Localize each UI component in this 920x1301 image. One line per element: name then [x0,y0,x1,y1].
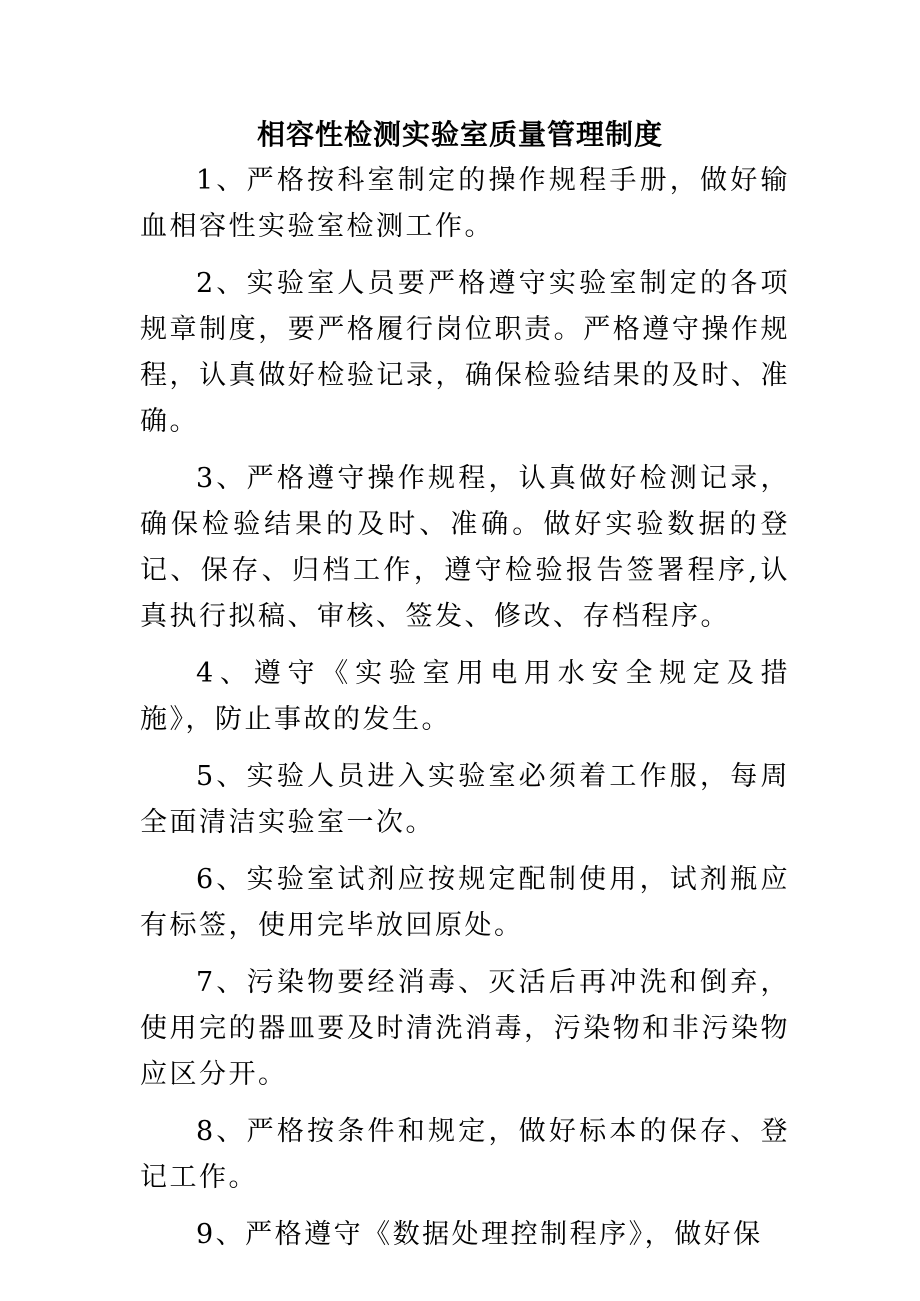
paragraph-2: 2、实验室人员要严格遵守实验室制定的各项规章制度，要严格履行岗位职责。严格遵守操作规程，认真做好检验记录，确保检验结果的及时、准确。 [140,268,790,437]
document-title: 相容性检测实验室质量管理制度 [256,118,663,151]
paragraph-9: 9、严格遵守《数据处理控制程序》，做好保 [196,1219,763,1250]
paragraph-4: 4、遵守《实验室用电用水安全规定及措施》，防止事故的发生。 [140,658,790,735]
paragraph-6: 6、实验室试剂应按规定配制使用，试剂瓶应有标签，使用完毕放回原处。 [140,864,790,941]
document-body [140,158,790,1269]
paragraph-3: 3、严格遵守操作规程，认真做好检测记录，确保检验结果的及时、准确。做好实验数据的登记、保存、归档工作，遵守检验报告签署程序,认真执行拟稿、审核、签发、修改、存档程序。 [140,463,790,632]
paragraph-5: 5、实验人员进入实验室必须着工作服，每周全面清洁实验室一次。 [140,761,790,838]
paragraph-1: 1、严格按科室制定的操作规程手册，做好输血相容性实验室检测工作。 [140,165,790,242]
paragraph-7: 7、污染物要经消毒、灭活后再冲洗和倒弃，使用完的器皿要及时清洗消毒，污染物和非污染物应区分开。 [140,967,790,1090]
paragraph-8: 8、严格按条件和规定，做好标本的保存、登记工作。 [140,1116,790,1193]
